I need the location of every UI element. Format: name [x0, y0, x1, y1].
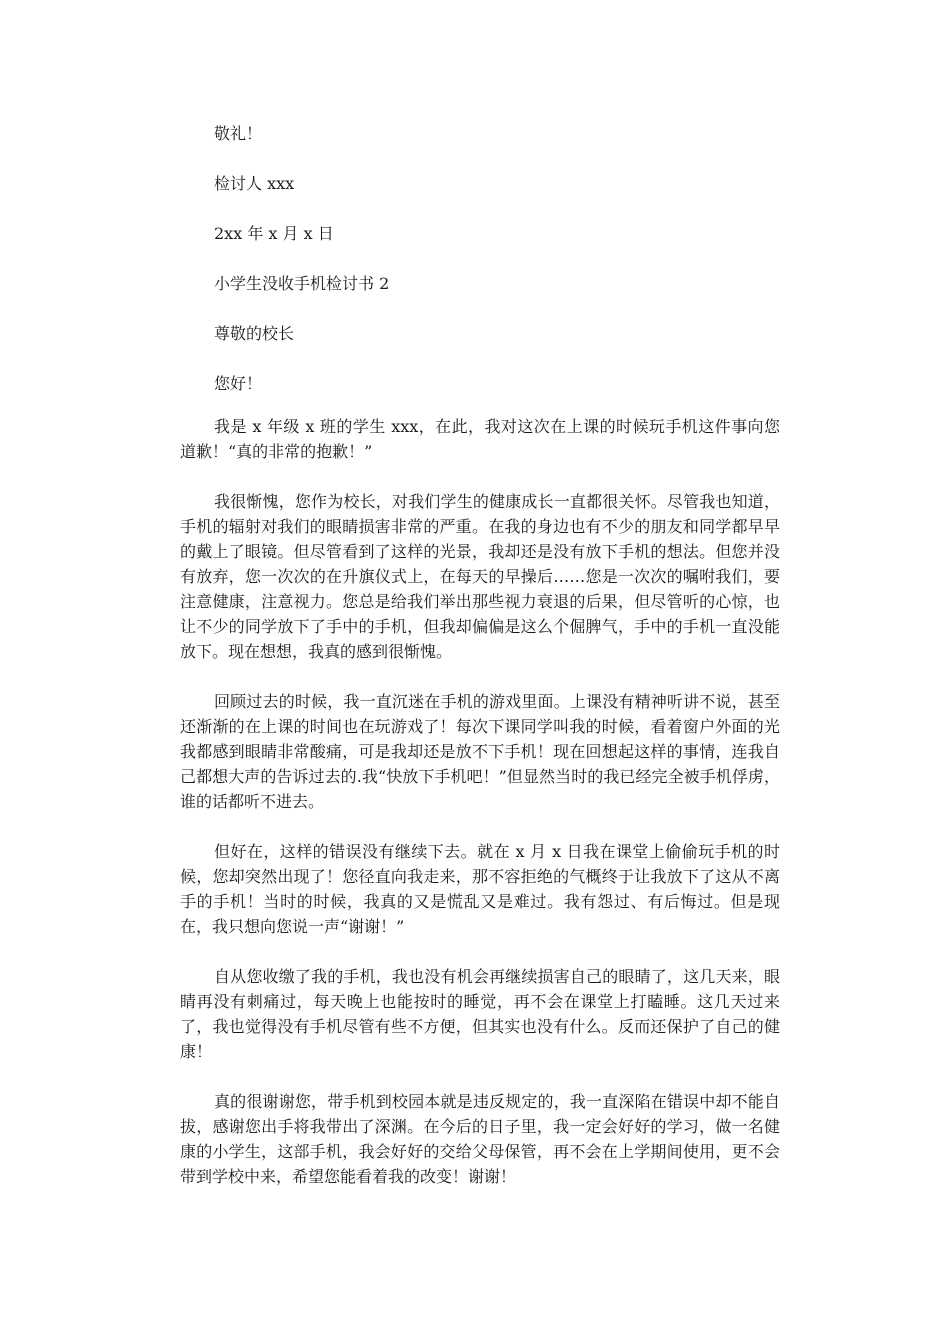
body-paragraph: 回顾过去的时候，我一直沉迷在手机的游戏里面。上课没有精神听讲不说，甚至还渐渐的在上课的时间也在玩游戏了！每次下课同学叫我的时候，看着窗户外面的光我都感到眼睛非常酸痛，可是我却还是放不下手机！现在回想起这样的事情，连我自己都想大声的告诉过去的.我“快放下手机吧！”但显然当时的我已经完全被手机俘虏，谁的话都听不进去。: [180, 692, 780, 811]
body-paragraph: 自从您收缴了我的手机，我也没有机会再继续损害自己的眼睛了，这几天来，眼睛再没有刺痛过，每天晚上也能按时的睡觉，再不会在课堂上打瞌睡。这几天过来了，我也觉得没有手机尽管有些不方便，但其实也没有什么。反而还保护了自己的健康！: [180, 967, 780, 1061]
greeting-line: 您好！: [214, 374, 263, 393]
document-title: 小学生没收手机检讨书 2: [214, 274, 390, 293]
date-line: 2xx 年 x 月 x 日: [214, 224, 334, 243]
salutation-line: 尊敬的校长: [214, 324, 295, 343]
closing-line: 敬礼！: [214, 124, 263, 143]
body-paragraph: 但好在，这样的错误没有继续下去。就在 x 月 x 日我在课堂上偷偷玩手机的时候，您却突然出现了！您径直向我走来，那不容拒绝的气概终于让我放下了这从不离手的手机！当时的时候，我真的又是慌乱又是难过。我有怨过、有后悔过。但是现在，我只想向您说一声“谢谢！”: [180, 842, 780, 936]
document-page: [180, 118, 780, 1214]
body-paragraph: 我是 x 年级 x 班的学生 xxx，在此，我对这次在上课的时候玩手机这件事向您道歉！“真的非常的抱歉！”: [180, 417, 780, 461]
body-paragraph: 我很惭愧，您作为校长，对我们学生的健康成长一直都很关怀。尽管我也知道，手机的辐射对我们的眼睛损害非常的严重。在我的身边也有不少的朋友和同学都早早的戴上了眼镜。但尽管看到了这样的光景，我却还是没有放下手机的想法。但您并没有放弃，您一次次的在升旗仪式上，在每天的早操后……您是一次次的嘱咐我们，要注意健康，注意视力。您总是给我们举出那些视力衰退的后果，但尽管听的心惊，也让不少的同学放下了手中的手机，但我却偏偏是这么个倔脾气，手中的手机一直没能放下。现在想想，我真的感到很惭愧。: [180, 492, 780, 661]
signature-line: 检讨人 xxx: [214, 174, 295, 193]
body-paragraph: 真的很谢谢您，带手机到校园本就是违反规定的，我一直深陷在错误中却不能自拔，感谢您出手将我带出了深渊。在今后的日子里，我一定会好好的学习，做一名健康的小学生，这部手机，我会好好的交给父母保管，再不会在上学期间使用，更不会带到学校中来，希望您能看着我的改变！谢谢！: [180, 1092, 780, 1186]
